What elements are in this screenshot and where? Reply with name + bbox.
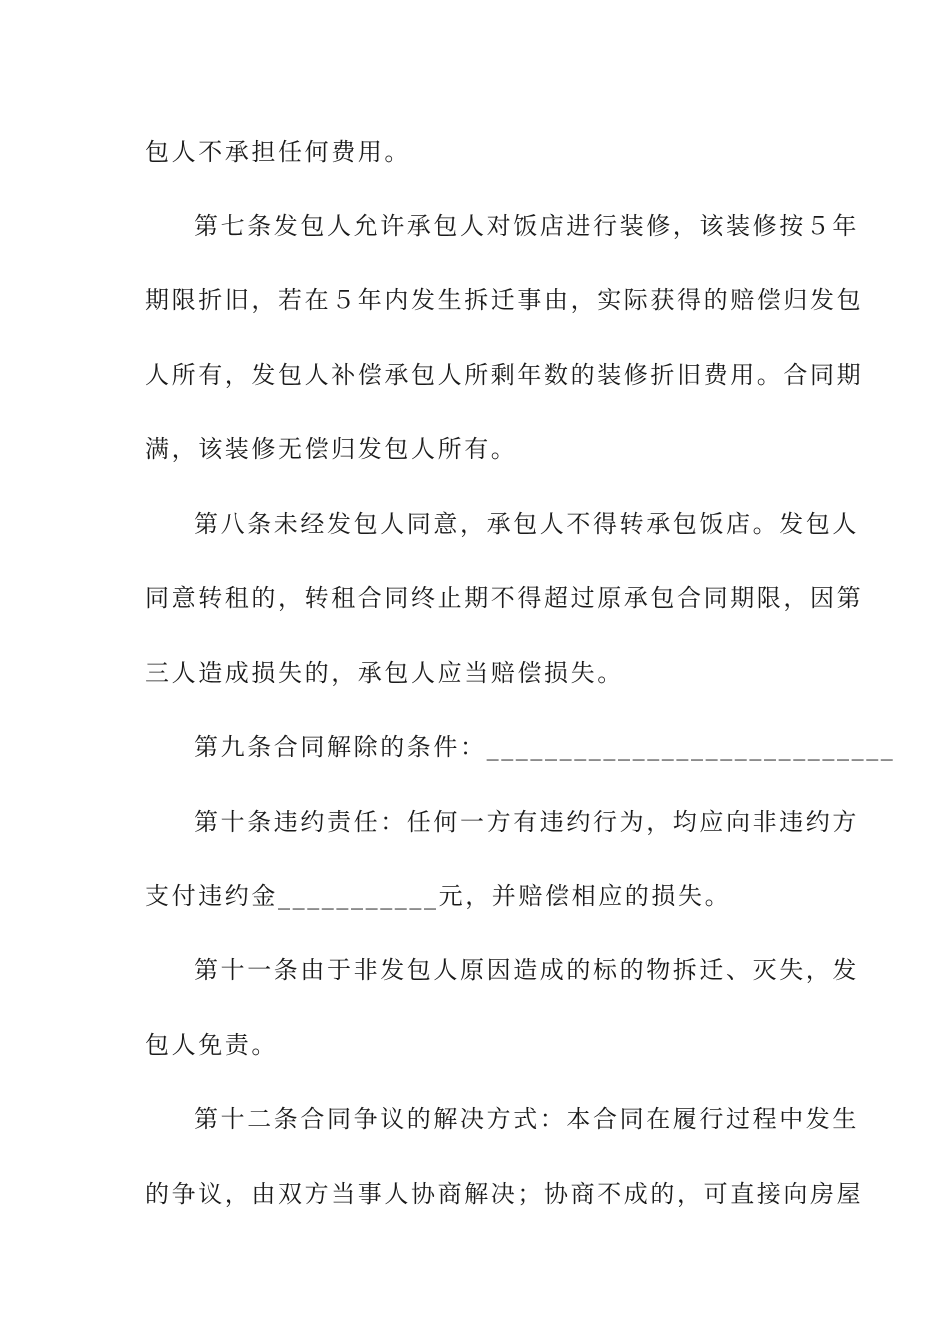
text-line: 第十一条由于非发包人原因造成的标的物拆迁、灭失，发 (194, 956, 859, 984)
text-line: 第七条发包人允许承包人对饭店进行装修，该装修按５年 (194, 212, 859, 240)
text-line: 同意转租的，转租合同终止期不得超过原承包合同期限，因第 (145, 584, 864, 612)
text-line: 满，该装修无偿归发包人所有。 (145, 435, 518, 463)
text-line: 第十二条合同争议的解决方式：本合同在履行过程中发生 (194, 1105, 859, 1133)
text-line: 期限折旧，若在５年内发生拆迁事由，实际获得的赔偿归发包 (145, 286, 864, 314)
text-line: 包人不承担任何费用。 (145, 138, 411, 166)
text-line: 支付违约金___________元，并赔偿相应的损失。 (145, 882, 732, 910)
text-line: 第八条未经发包人同意，承包人不得转承包饭店。发包人 (194, 510, 859, 538)
text-line: 包人免责。 (145, 1031, 278, 1059)
text-line: 三人造成损失的，承包人应当赔偿损失。 (145, 659, 624, 687)
text-line: 人所有，发包人补偿承包人所剩年数的装修折旧费用。合同期 (145, 361, 864, 389)
text-line: 第十条违约责任：任何一方有违约行为，均应向非违约方 (194, 808, 859, 836)
text-line: 第九条合同解除的条件：____________________________ (194, 733, 896, 761)
text-line: 的争议，由双方当事人协商解决；协商不成的，可直接向房屋 (145, 1180, 864, 1208)
